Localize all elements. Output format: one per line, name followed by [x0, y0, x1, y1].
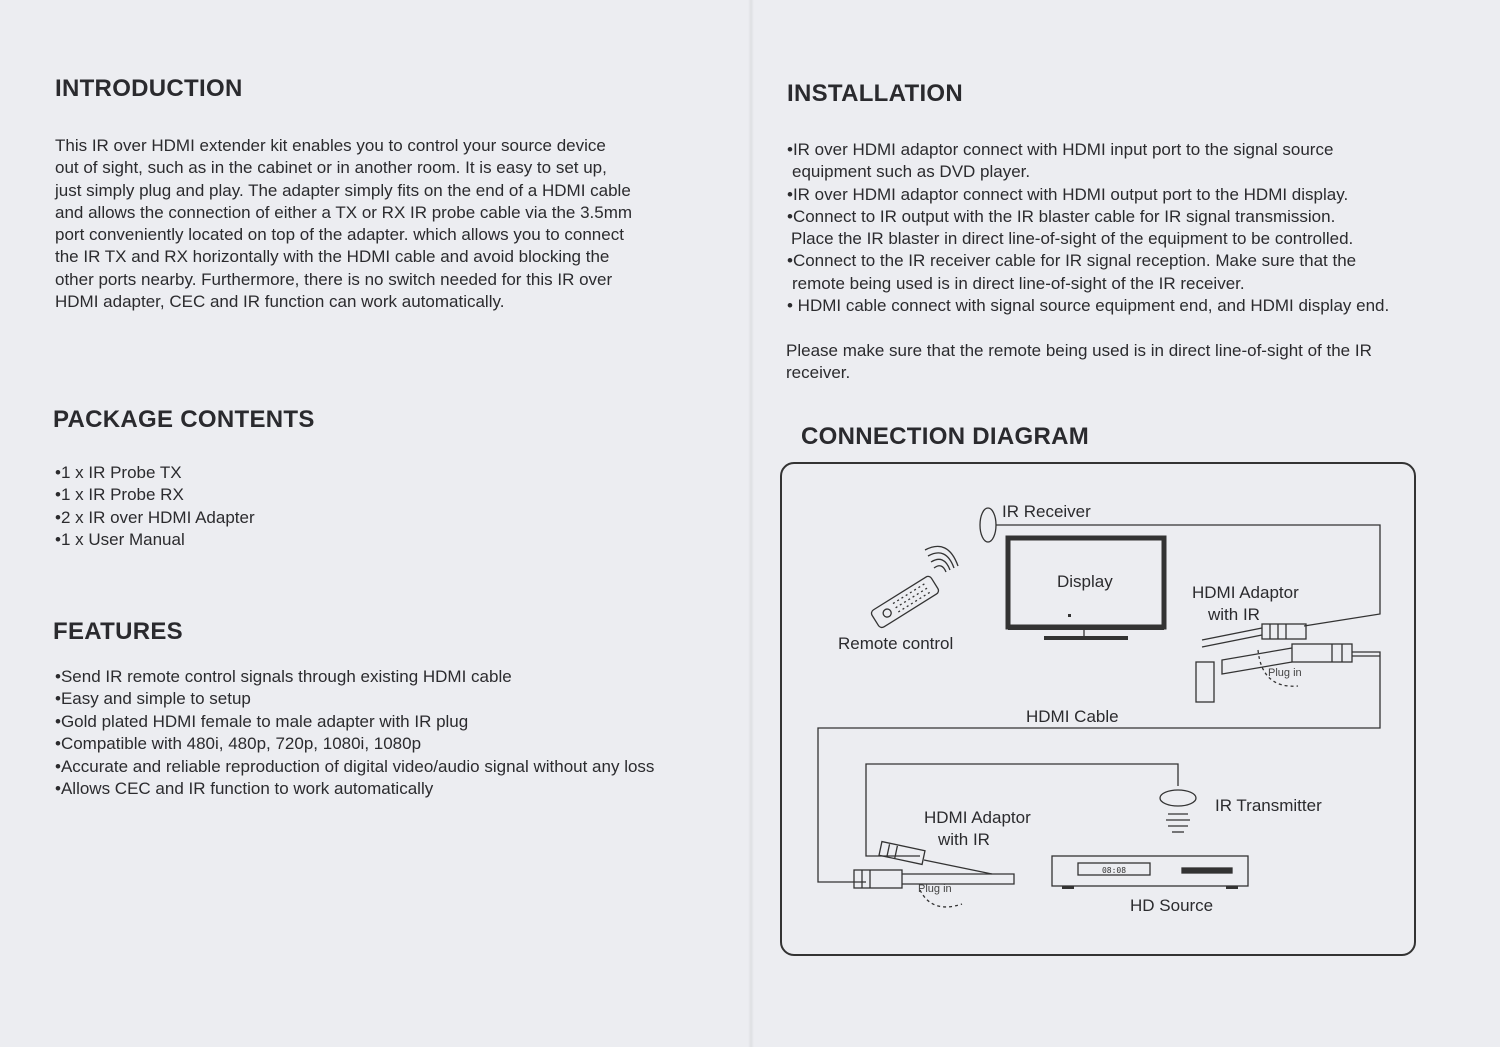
install-line: •Connect to the IR receiver cable for IR signal reception. Make sure that the — [787, 251, 1357, 271]
ir-receiver-label: IR Receiver — [1002, 502, 1091, 521]
ir-receiver-icon — [980, 508, 996, 542]
intro-line: and allows the connection of either a TX or RX IR probe cable via the 3.5mm — [55, 202, 633, 222]
source-display-readout: 08:08 — [1101, 866, 1127, 875]
install-line: equipment such as DVD player. — [792, 162, 1031, 182]
installation-heading: INSTALLATION — [787, 80, 964, 107]
introduction-text — [55, 135, 745, 313]
installation-text — [787, 139, 1487, 317]
list-item: • Compatible with 480i, 480p, 720p, 1080i, 1080p — [55, 733, 654, 755]
intro-line: This IR over HDMI extender kit enables you to control your source device — [55, 136, 606, 155]
remote-signal-waves-icon — [925, 546, 958, 572]
install-line: •IR over HDMI adaptor connect with HDMI output port to the HDMI display. — [787, 184, 1349, 204]
list-item: • 1 x IR Probe RX — [55, 484, 255, 506]
hd-source-icon — [1052, 856, 1248, 889]
package-contents-list — [55, 462, 255, 552]
install-line: •IR over HDMI adaptor connect with HDMI input port to the signal source — [787, 140, 1334, 159]
install-line: remote being used is in direct line-of-sight of the IR receiver. — [792, 273, 1245, 293]
hdmi-cable-label: HDMI Cable — [1026, 707, 1119, 726]
connection-diagram-heading: CONNECTION DIAGRAM — [801, 423, 1090, 450]
note-line: Please make sure that the remote being used is in direct line-of-sight of the IR — [786, 341, 1372, 360]
installation-note — [786, 340, 1486, 385]
ir-transmitter-label: IR Transmitter — [1215, 796, 1322, 815]
list-item: • 1 x User Manual — [55, 529, 255, 551]
hdmi-adaptor-top-icon — [1196, 624, 1352, 702]
list-item: • Allows CEC and IR function to work automatically — [55, 778, 654, 800]
list-item: • Gold plated HDMI female to male adapter with IR plug — [55, 711, 654, 733]
list-item: • 2 x IR over HDMI Adapter — [55, 507, 255, 529]
hdmi-adaptor-bottom-label-line1: HDMI Adaptor — [924, 808, 1031, 827]
ir-transmitter-icon — [1160, 790, 1196, 806]
features-heading: FEATURES — [53, 618, 183, 645]
intro-line: HDMI adapter, CEC and IR function can work automatically. — [55, 292, 505, 312]
list-item: • Send IR remote control signals through existing HDMI cable — [55, 666, 654, 688]
intro-line: out of sight, such as in the cabinet or in another room. It is easy to set up, — [55, 158, 607, 178]
hd-source-label: HD Source — [1130, 896, 1214, 915]
ir-transmitter-waves-icon — [1166, 814, 1190, 832]
note-line: receiver. — [786, 363, 851, 383]
intro-line: the IR TX and RX horizontally with the HDMI cable and avoid blocking the — [55, 247, 610, 267]
install-line: Place the IR blaster in direct line-of-sight of the equipment to be controlled. — [791, 229, 1354, 249]
list-item: • 1 x IR Probe TX — [55, 462, 255, 484]
list-item: • Accurate and reliable reproduction of digital video/audio signal without any loss — [55, 756, 654, 778]
hdmi-adaptor-bottom-label-line2: with IR — [938, 830, 990, 849]
connection-diagram — [780, 462, 1416, 956]
hdmi-cable — [818, 652, 1380, 882]
hdmi-adaptor-top-label-line1: HDMI Adaptor — [1192, 583, 1299, 602]
plug-in-bottom-label: Plug in — [918, 883, 952, 895]
install-line: • HDMI cable connect with signal source equipment end, and HDMI display end. — [787, 296, 1390, 316]
list-item: • Easy and simple to setup — [55, 688, 654, 710]
remote-control-label: Remote control — [838, 634, 954, 653]
plug-in-top-label: Plug in — [1268, 667, 1302, 679]
install-line: •Connect to IR output with the IR blaster cable for IR signal transmission. — [787, 206, 1336, 226]
features-list — [55, 666, 654, 800]
package-contents-heading: PACKAGE CONTENTS — [53, 406, 315, 433]
intro-line: just simply plug and play. The adapter simply fits on the end of a HDMI cable — [55, 180, 631, 200]
hdmi-adaptor-top-label-line2: with IR — [1208, 605, 1260, 624]
intro-line: other ports nearby. Furthermore, there is no switch needed for this IR over — [55, 269, 613, 289]
hdmi-adaptor-bottom-icon — [854, 842, 1014, 888]
intro-line: port conveniently located on top of the adapter. which allows you to connect — [55, 225, 624, 245]
introduction-heading: INTRODUCTION — [55, 75, 243, 102]
remote-control-icon — [870, 575, 940, 629]
display-label: Display — [1057, 572, 1113, 591]
